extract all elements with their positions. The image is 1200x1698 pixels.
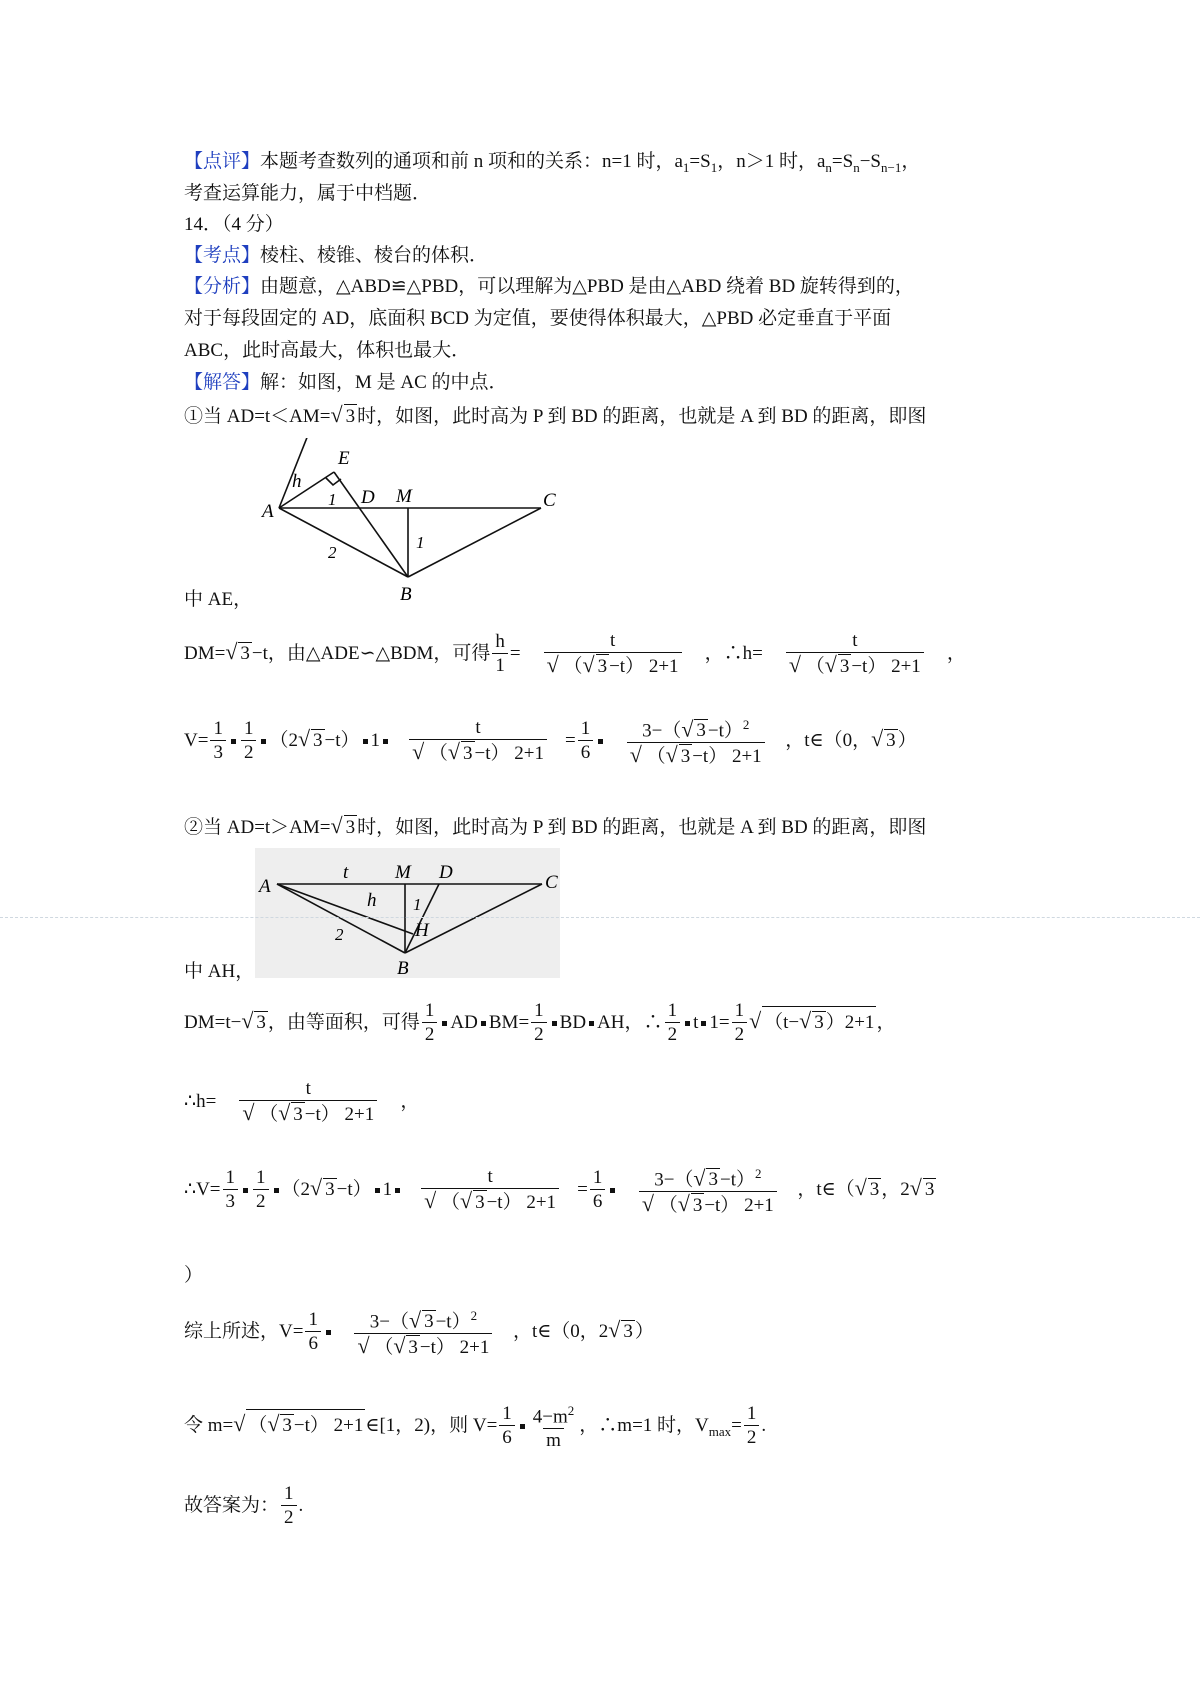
fenxi-line3: ABC，此时高最大，体积也最大． (184, 340, 471, 361)
kaodian-tag: 【考点】 (184, 245, 261, 266)
label-E: E (338, 448, 350, 469)
case2-line: ②当 AD=t＞AM=√ 3 时，如图，此时高为 P 到 BD 的距离，也就是 A 到 BD 的距离，即图 (184, 813, 927, 838)
d2-label-one: 1 (413, 895, 422, 914)
case1-line: ①当 AD=t＜AM=√ 3 时，如图，此时高为 P 到 BD 的距离，也就是 A 到 BD 的距离，即图 (184, 402, 927, 427)
close-paren-line: ） (184, 1265, 204, 1286)
label-A: A (262, 501, 274, 522)
dianping-tag: 【点评】 (184, 151, 261, 172)
jieda-line: 【解答】解：如图，M 是 AC 的中点． (184, 372, 508, 393)
fenxi-tag: 【分析】 (184, 276, 261, 297)
case2-continued: 中 AH， (184, 961, 255, 982)
d2-label-two: 2 (335, 925, 344, 944)
question-14-header: 14．（4 分） (184, 214, 284, 235)
d2-label-B: B (397, 958, 409, 978)
d2-label-M: M (395, 862, 411, 883)
case1-continued: 中 AE， (184, 589, 253, 610)
formula-v-case1: V= $\frac{1}{3}$ $\frac{1}{2}$ （2√ 3 −t） 1 $\frac{t}{√ (√ 3 -t) 2+1}$ = $\frac{1}{6}$ $\frac{3-(√ 3 -t)^2}{√ (√ 3 -t) 2+1}$ ，t∈（0，√ 3 ） (184, 716, 917, 768)
geometry-diagram-1 (256, 438, 556, 610)
label-M: M (396, 486, 412, 507)
jieda-tag: 【解答】 (184, 372, 261, 393)
formula-v-case2: ∴V= $\frac{1}{3}$ $\frac{1}{2}$ （2√ 3 −t） 1 $\frac{t}{√ (√ 3 -t) 2+1}$ = $\frac{1}{6}$ $\frac{3-(√ 3 -t)^2}{√ (√ 3 -t) 2+1}$ ，t∈（√ 3 ，2√ 3 (184, 1165, 935, 1217)
label-B: B (400, 584, 412, 605)
label-two: 2 (328, 543, 337, 562)
page-separator (0, 917, 1200, 918)
fenxi-line1: 【分析】由题意，△ABD≌△PBD，可以理解为△PBD 是由△ABD 绕着 BD 旋转得到的， (184, 276, 914, 297)
d2-label-H: H (415, 920, 429, 941)
label-C: C (543, 490, 556, 511)
formula-h-case2: ∴h= $\frac{t}{√ (√ 3 -t) 2+1}$ ， (184, 1078, 420, 1125)
label-D: D (361, 487, 375, 508)
label-h: h (292, 471, 302, 492)
d2-label-D: D (439, 862, 453, 883)
d2-label-C: C (545, 872, 558, 893)
dianping-line1: 【点评】本题考查数列的通项和前 n 项和的关系：n=1 时，$a_1=S_1$，n＞1 时，$a_n=S_n-S_{n-1}$， (184, 151, 921, 175)
d2-label-t: t (343, 862, 349, 883)
formula-dm-case1: DM=√ 3 −t，由△ADE∽△BDM，可得 $\frac{h}{1}$ = $\frac{t}{√ (√ 3 -t) 2+1}$ ，∴h= $\frac{t}{√ (√ 3 -t) 2+1}$ ， (184, 630, 966, 677)
d2-label-A: A (259, 876, 271, 897)
formula-let-m: 令 m=√ （√ 3 −t） 2+1 ∈[1，2)，则 V= $\frac{1}{6}$ $\frac{4-m^2}{m}$ ，∴m=1 时，$V_{max}=$ $\frac{1}{2}$ . (184, 1403, 767, 1452)
label-one-mb: 1 (416, 533, 425, 552)
geometry-diagram-2 (255, 848, 560, 978)
kaodian-line: 【考点】棱柱、棱锥、棱台的体积． (184, 245, 489, 266)
fenxi-line2: 对于每段固定的 AD，底面积 BCD 为定值，要使得体积最大，△PBD 必定垂直于平面 (184, 308, 892, 329)
final-answer: 故答案为： $\frac{1}{2}$ . (184, 1483, 304, 1528)
d2-label-h: h (367, 890, 377, 911)
formula-summary: 综上所述，V= $\frac{1}{6}$ $\frac{3-(√ 3 -t)^2}{√ (√ 3 -t) 2+1}$ ，t∈（0，2√ 3 ） (184, 1307, 654, 1359)
formula-dm-case2: DM=t−√ 3 ，由等面积，可得 $\frac{1}{2}$ AD BM= $\frac{1}{2}$ BD AH，∴ $\frac{1}{2}$ t 1= $\frac{1}{2}$ √ （t−√ 3 ）2+1 ， (184, 1000, 896, 1045)
label-one-ad: 1 (328, 490, 337, 509)
dianping-line2: 考查运算能力，属于中档题． (184, 183, 432, 204)
